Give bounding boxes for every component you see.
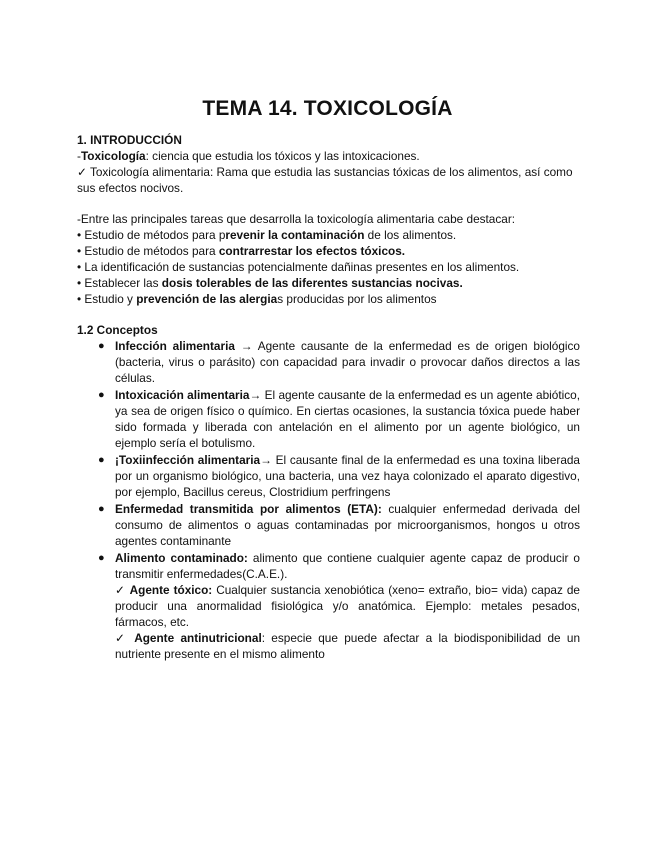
concept-definition: → Agente causante de la enfermedad es de origen biológico (bacteria, virus o parásito) con capacidad para invadir o provocar daños directos a las células. [115,339,580,385]
concept-definition: cualquier enfermedad derivada del consumo de alimentos o aguas contaminadas por microorganismos, hongos u otros agentes contaminante [115,502,581,548]
concept-definition: Cualquier sustancia xenobiótica (xeno= extraño, bio= vida) capaz de producir una anormalidad fisiológica y/o anatómica. Ejemplo: metales pesados, fármacos, etc. [115,583,580,629]
sub-item-agente-antinutricional [115,630,580,662]
document-body [77,132,580,663]
concept-definition: → El causante final de la enfermedad es una toxina liberada por un organismo biológico, una bacteria, una vez haya colonizado el aparato digestivo, por ejemplo, Bacillus cereus, Clostridium perfringens [115,453,580,499]
concept-term: Infección alimentaria [115,339,235,353]
concept-term: Enfermedad transmitida por alimentos (ETA): [115,502,382,516]
text-fragment: de los alimentos. [364,228,457,242]
list-item [77,387,580,451]
bullet-icon: ● [98,503,105,515]
concept-term: Alimento contaminado: [115,551,248,565]
list-item [77,550,580,662]
task-item [77,275,580,291]
text-fragment: • Estudio y [77,292,137,306]
check-icon: ✓ [115,583,130,597]
text-bold: prevención de las alergia [136,292,278,306]
text-fragment: • Establecer las [77,276,162,290]
bullet-icon: ● [98,552,105,564]
task-item [77,227,580,243]
text-fragment: • Estudio de métodos para p [77,228,226,242]
bullet-icon: ● [98,454,105,466]
list-item [77,338,580,386]
concepts-list [77,338,580,662]
concept-definition: → El agente causante de la enfermedad es un agente abiótico, ya sea de origen físico o químico. En ciertas ocasiones, la sustancia tóxica puede haber sido formada y liberada con antelación en el alimento por un agente biológico, un ejemplo sería el botulismo. [115,388,580,450]
task-item [77,243,580,259]
concept-term: ¡Toxiinfección alimentaria [115,453,261,467]
text-bold: contrarrestar los efectos tóxicos. [218,244,406,258]
text-fragment: : ciencia que estudia los tóxicos y las intoxicaciones. [145,149,420,163]
text-fragment: • La identificación de sustancias potencialmente dañinas presentes en los alimentos. [77,260,520,274]
definition-toxicologia-alimentaria: ✓ Toxicología alimentaria: Rama que estudia las sustancias tóxicas de los alimentos, así como sus efectos nocivos. [77,165,573,195]
list-item [77,501,580,549]
text-fragment: - [77,149,81,163]
concept-term: Agente tóxico: [129,583,213,597]
task-item [77,291,580,307]
text-fragment: • Estudio de métodos para [77,244,219,258]
page-title: TEMA 14. TOXICOLOGÍA [202,97,453,120]
concept-definition: : especie que puede afectar a la biodisponibilidad de un nutriente presente en el mismo alimento [115,631,580,661]
text-bold: dosis tolerables de las diferentes sustancias nocivas. [161,276,463,290]
sub-item-agente-toxico [115,582,580,630]
tasks-intro: -Entre las principales tareas que desarrolla la toxicología alimentaria cabe destacar: [77,212,516,226]
text-fragment: s producidas por los alimentos [277,292,437,306]
list-item [77,452,580,500]
concept-term: Agente antinutricional [134,631,262,645]
concept-definition: alimento que contiene cualquier agente capaz de producir o transmitir enfermedades(C.A.E.). [115,551,580,581]
definition-toxicologia [77,148,580,164]
task-item [77,259,580,275]
term-toxicologia: Toxicología [80,149,146,163]
section-heading-introduccion: 1. INTRODUCCIÓN [77,133,182,147]
bullet-icon: ● [98,340,105,352]
bullet-icon: ● [98,389,105,401]
section-heading-conceptos: 1.2 Conceptos [77,323,158,337]
check-icon: ✓ [115,631,135,645]
concept-term: Intoxicación alimentaria [115,388,250,402]
text-bold: revenir la contaminación [225,228,365,242]
